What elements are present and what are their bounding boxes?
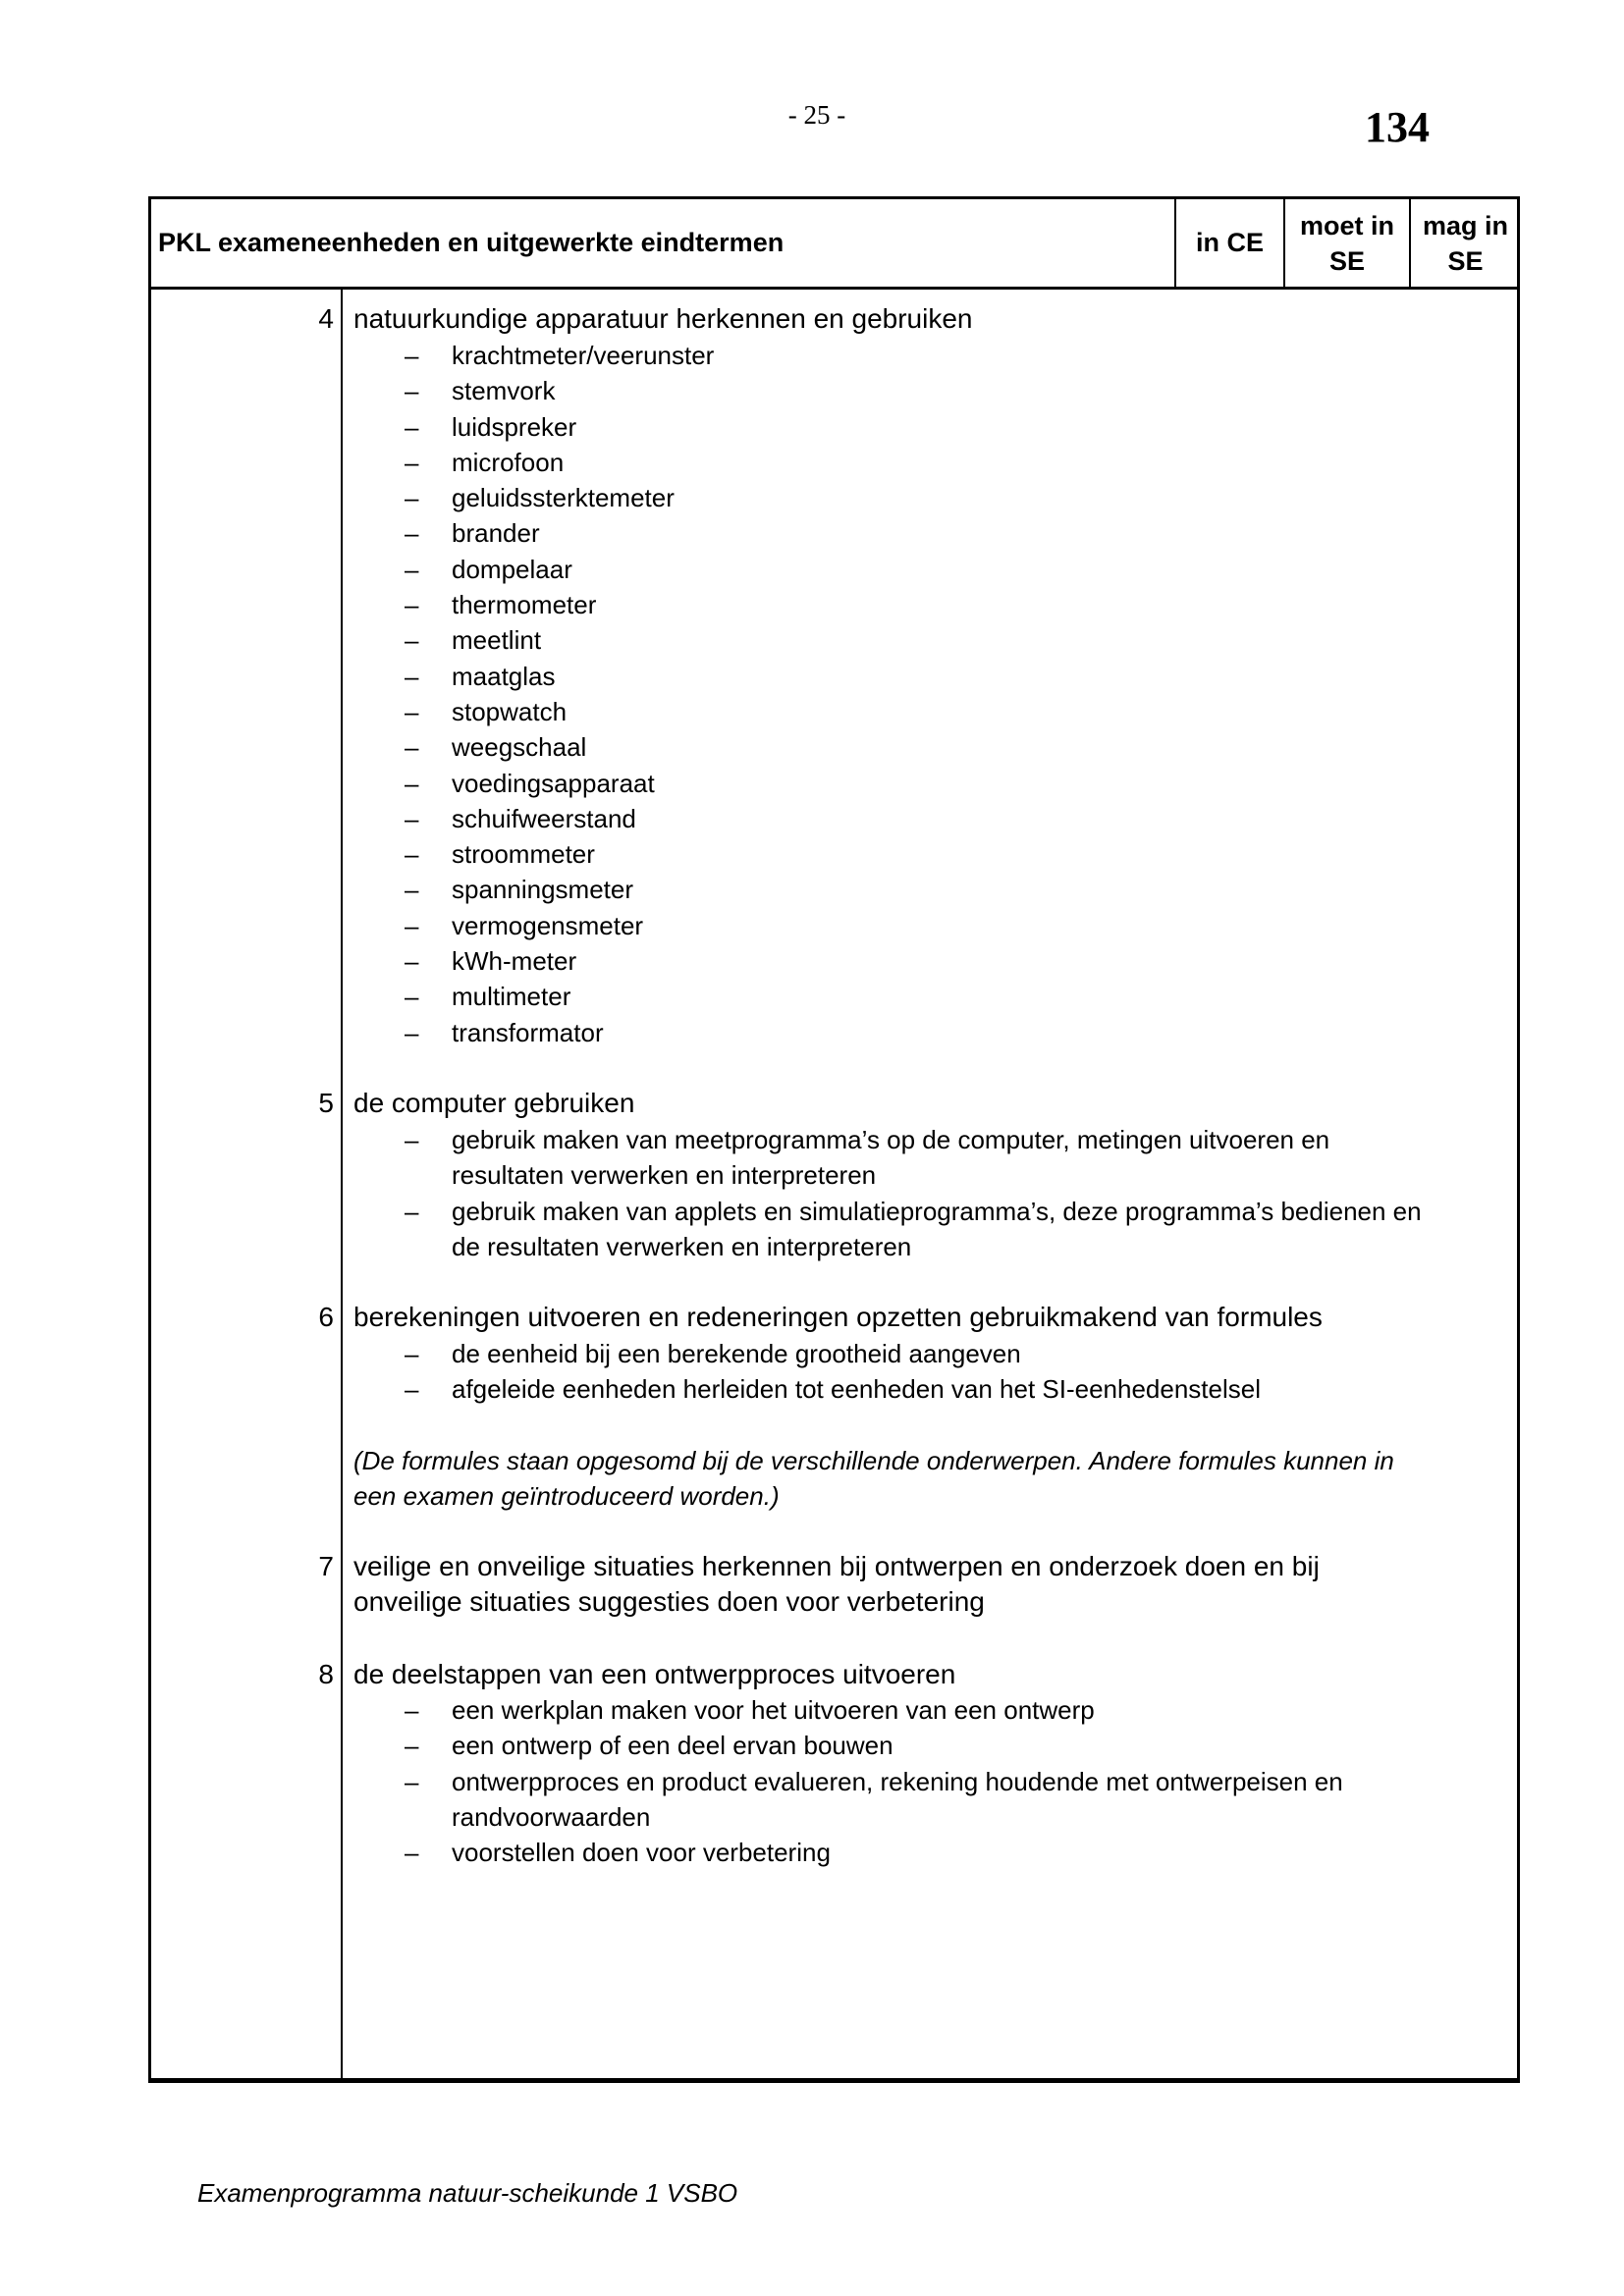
list-item: dompelaar	[452, 555, 572, 584]
header-moet-in-se	[1285, 208, 1409, 279]
header-in-ce: in CE	[1195, 228, 1264, 257]
dash-bullet: –	[405, 1838, 419, 1867]
page-footer: Examenprogramma natuur-scheikunde 1 VSBO	[197, 2178, 738, 2208]
section-number: 5	[318, 1088, 334, 1118]
list-item: microfoon	[452, 448, 565, 477]
document-number: 134	[1365, 103, 1430, 151]
dash-bullet: –	[405, 1018, 419, 1047]
section-number: 6	[318, 1302, 334, 1332]
list-item: meetlint	[452, 625, 542, 655]
list-item: geluidssterktemeter	[452, 483, 675, 512]
dash-bullet: –	[405, 1197, 419, 1226]
dash-bullet: –	[405, 946, 419, 976]
list-item: voorstellen doen voor verbetering	[452, 1838, 831, 1867]
list-item: gebruik maken van meetprogramma’s op de computer, metingen uitvoeren en	[452, 1125, 1330, 1154]
dash-bullet: –	[405, 412, 419, 442]
dash-bullet: –	[405, 1767, 419, 1796]
dash-bullet: –	[405, 555, 419, 584]
table-header-title: PKL exameneenheden en uitgewerkte eindtermen	[158, 228, 785, 257]
list-item: ontwerpproces en product evalueren, rekening houdende met ontwerpeisen en	[452, 1767, 1343, 1796]
list-item: de eenheid bij een berekende grootheid aangeven	[452, 1339, 1021, 1368]
list-item: spanningsmeter	[452, 875, 633, 904]
header-mag-line1: mag in	[1422, 211, 1508, 240]
header-divider	[148, 287, 1520, 290]
section-number: 8	[318, 1659, 334, 1689]
page-number: - 25 -	[787, 100, 846, 130]
dash-bullet: –	[405, 483, 419, 512]
dash-bullet: –	[405, 697, 419, 726]
list-item: kWh-meter	[452, 946, 577, 976]
dash-bullet: –	[405, 1339, 419, 1368]
list-item: schuifweerstand	[452, 804, 636, 833]
dash-bullet: –	[405, 341, 419, 370]
list-item: stroommeter	[452, 839, 595, 869]
list-item: vermogensmeter	[452, 911, 644, 940]
dash-bullet: –	[405, 1374, 419, 1404]
dash-bullet: –	[405, 625, 419, 655]
list-item: weegschaal	[452, 732, 587, 762]
dash-bullet: –	[405, 518, 419, 548]
list-item-continuation: randvoorwaarden	[452, 1802, 651, 1832]
dash-bullet: –	[405, 804, 419, 833]
section-heading: de computer gebruiken	[353, 1088, 635, 1118]
list-item: krachtmeter/veerunster	[452, 341, 715, 370]
list-item: maatglas	[452, 662, 556, 691]
dash-bullet: –	[405, 875, 419, 904]
formula-note-continuation: een examen geïntroduceerd worden.)	[353, 1481, 780, 1511]
dash-bullet: –	[405, 982, 419, 1011]
dash-bullet: –	[405, 448, 419, 477]
list-item: brander	[452, 518, 540, 548]
dash-bullet: –	[405, 1731, 419, 1760]
list-item: voedingsapparaat	[452, 769, 655, 798]
list-item: luidspreker	[452, 412, 577, 442]
list-item: gebruik maken van applets en simulatieprogramma’s, deze programma’s bedienen en	[452, 1197, 1422, 1226]
section-heading: veilige en onveilige situaties herkennen bij ontwerpen en onderzoek doen en bij	[353, 1551, 1320, 1581]
dash-bullet: –	[405, 376, 419, 405]
list-item: stemvork	[452, 376, 556, 405]
section-heading: de deelstappen van een ontwerpproces uitvoeren	[353, 1659, 956, 1689]
header-mag-line2: SE	[1447, 246, 1484, 276]
list-item: afgeleide eenheden herleiden tot eenheden van het SI-eenhedenstelsel	[452, 1374, 1262, 1404]
section-number: 4	[318, 303, 334, 334]
header-mag-in-se	[1411, 208, 1520, 279]
dash-bullet: –	[405, 911, 419, 940]
list-item: een ontwerp of een deel ervan bouwen	[452, 1731, 893, 1760]
section-heading: berekeningen uitvoeren en redeneringen opzetten gebruikmakend van formules	[353, 1302, 1323, 1332]
section-heading-continuation: onveilige situaties suggesties doen voor verbetering	[353, 1586, 985, 1617]
dash-bullet: –	[405, 1695, 419, 1725]
number-column-divider	[341, 289, 343, 2079]
list-item: thermometer	[452, 590, 597, 619]
header-moet-line2: SE	[1328, 246, 1366, 276]
section-heading: natuurkundige apparatuur herkennen en gebruiken	[353, 303, 973, 334]
list-item: multimeter	[452, 982, 571, 1011]
section-number: 7	[318, 1551, 334, 1581]
header-moet-line1: moet in	[1299, 211, 1394, 240]
list-item-continuation: de resultaten verwerken en interpreteren	[452, 1232, 912, 1261]
dash-bullet: –	[405, 590, 419, 619]
list-item: transformator	[452, 1018, 604, 1047]
list-item: een werkplan maken voor het uitvoeren van een ontwerp	[452, 1695, 1095, 1725]
dash-bullet: –	[405, 662, 419, 691]
list-item: stopwatch	[452, 697, 568, 726]
dash-bullet: –	[405, 1125, 419, 1154]
dash-bullet: –	[405, 839, 419, 869]
formula-note: (De formules staan opgesomd bij de verschillende onderwerpen. Andere formules kunnen in	[353, 1446, 1394, 1475]
list-item-continuation: resultaten verwerken en interpreteren	[452, 1160, 877, 1190]
dash-bullet: –	[405, 732, 419, 762]
dash-bullet: –	[405, 769, 419, 798]
